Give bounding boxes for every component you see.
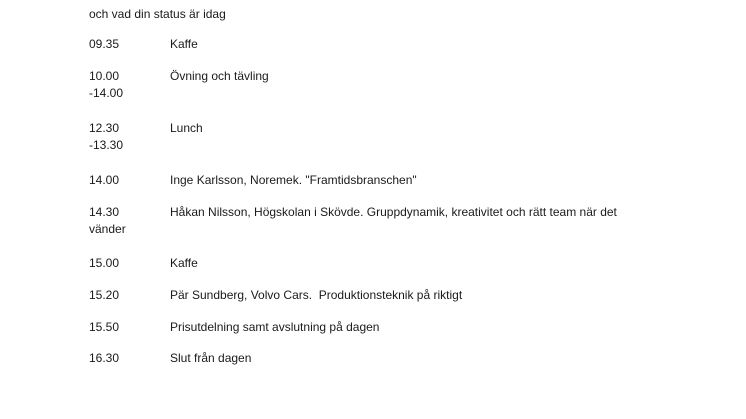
schedule-description: Prisutdelning samt avslutning på dagen <box>170 320 380 334</box>
schedule-description-continued: vänder <box>89 222 126 236</box>
schedule-time: 15.20 <box>89 288 120 302</box>
schedule-description: Pär Sundberg, Volvo Cars. Produktionsteknik på riktigt <box>170 288 463 302</box>
schedule-description: Slut från dagen <box>170 351 252 365</box>
schedule-time: 14.30 <box>89 205 120 219</box>
schedule-time: 14.00 <box>89 173 120 187</box>
schedule-description: Kaffe <box>170 37 198 51</box>
schedule-description: Håkan Nilsson, Högskolan i Skövde. Gruppdynamik, kreativitet och rätt team när det <box>170 205 617 219</box>
schedule-time: 12.30 -13.30 <box>89 121 124 152</box>
schedule-time: 16.30 <box>89 351 120 365</box>
schedule-description: Inge Karlsson, Noremek. "Framtidsbranschen" <box>170 173 417 187</box>
schedule-time: 10.00 -14.00 <box>89 69 124 100</box>
schedule-time: 09.35 <box>89 37 120 51</box>
intro-text: och vad din status är idag <box>89 7 226 21</box>
schedule-time: 15.50 <box>89 320 120 334</box>
schedule-time: 15.00 <box>89 256 120 270</box>
schedule-description: Övning och tävling <box>170 69 269 83</box>
schedule-description: Kaffe <box>170 256 198 270</box>
schedule-description: Lunch <box>170 121 203 135</box>
